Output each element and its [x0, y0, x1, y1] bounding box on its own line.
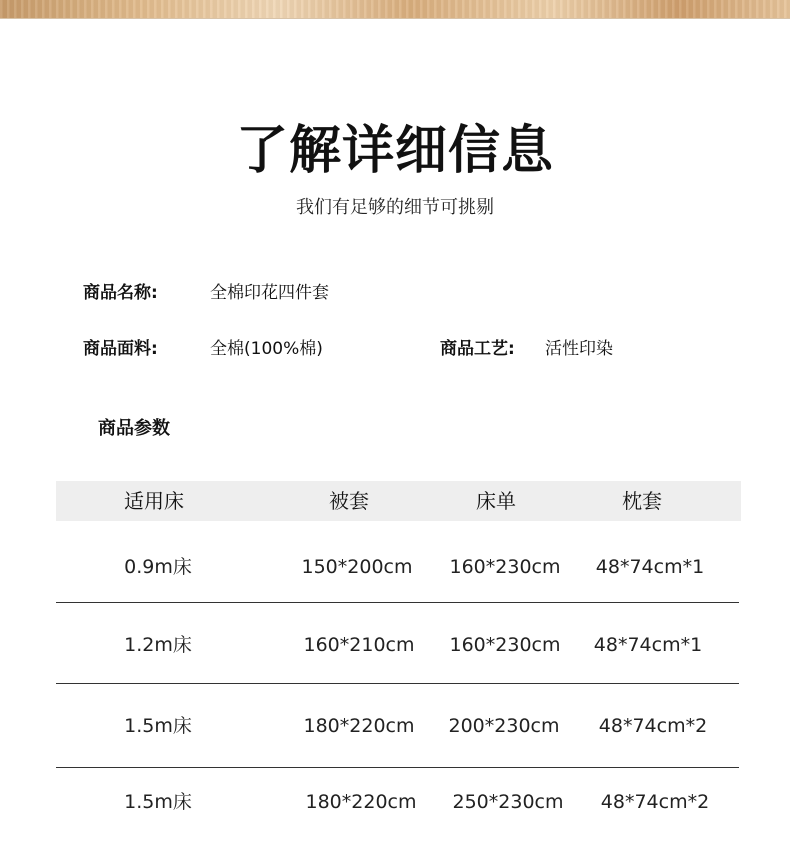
cell-duvet-cover: 160*210cm	[303, 634, 415, 656]
cell-bed-sheet: 160*230cm	[449, 634, 561, 656]
product-name-value: 全棉印花四件套	[210, 283, 329, 303]
table-row	[56, 527, 741, 607]
wood-banner-strip	[0, 0, 790, 19]
cell-bed-size: 0.9m床	[124, 556, 192, 578]
cell-pillowcase: 48*74cm*1	[593, 634, 703, 656]
table-row	[56, 762, 741, 842]
params-table-header	[56, 481, 741, 521]
product-craft-value: 活性印染	[545, 339, 613, 359]
cell-pillowcase: 48*74cm*2	[600, 791, 710, 813]
cell-duvet-cover: 150*200cm	[301, 556, 413, 578]
cell-pillowcase: 48*74cm*1	[595, 556, 705, 578]
cell-duvet-cover: 180*220cm	[305, 791, 417, 813]
product-craft-label: 商品工艺:	[440, 339, 515, 359]
product-fabric-value: 全棉(100%棉)	[210, 339, 323, 359]
cell-bed-sheet: 250*230cm	[452, 791, 564, 813]
row-divider	[56, 602, 739, 603]
params-section-title: 商品参数	[98, 418, 170, 439]
header-bed-sheet: 床单	[476, 489, 516, 513]
table-row	[56, 686, 741, 766]
cell-bed-sheet: 160*230cm	[449, 556, 561, 578]
header-bed-size: 适用床	[124, 489, 184, 513]
cell-bed-size: 1.5m床	[124, 791, 192, 813]
product-name-label: 商品名称:	[83, 283, 158, 303]
cell-pillowcase: 48*74cm*2	[598, 715, 708, 737]
page-title: 了解详细信息	[235, 121, 554, 181]
cell-duvet-cover: 180*220cm	[303, 715, 415, 737]
cell-bed-sheet: 200*230cm	[448, 715, 560, 737]
header-duvet-cover: 被套	[329, 489, 369, 513]
table-row	[56, 605, 741, 685]
page-subtitle: 我们有足够的细节可挑剔	[296, 197, 494, 218]
product-fabric-label: 商品面料:	[83, 339, 158, 359]
cell-bed-size: 1.2m床	[124, 634, 192, 656]
cell-bed-size: 1.5m床	[124, 715, 192, 737]
header-pillowcase: 枕套	[622, 489, 662, 513]
row-divider	[56, 683, 739, 684]
